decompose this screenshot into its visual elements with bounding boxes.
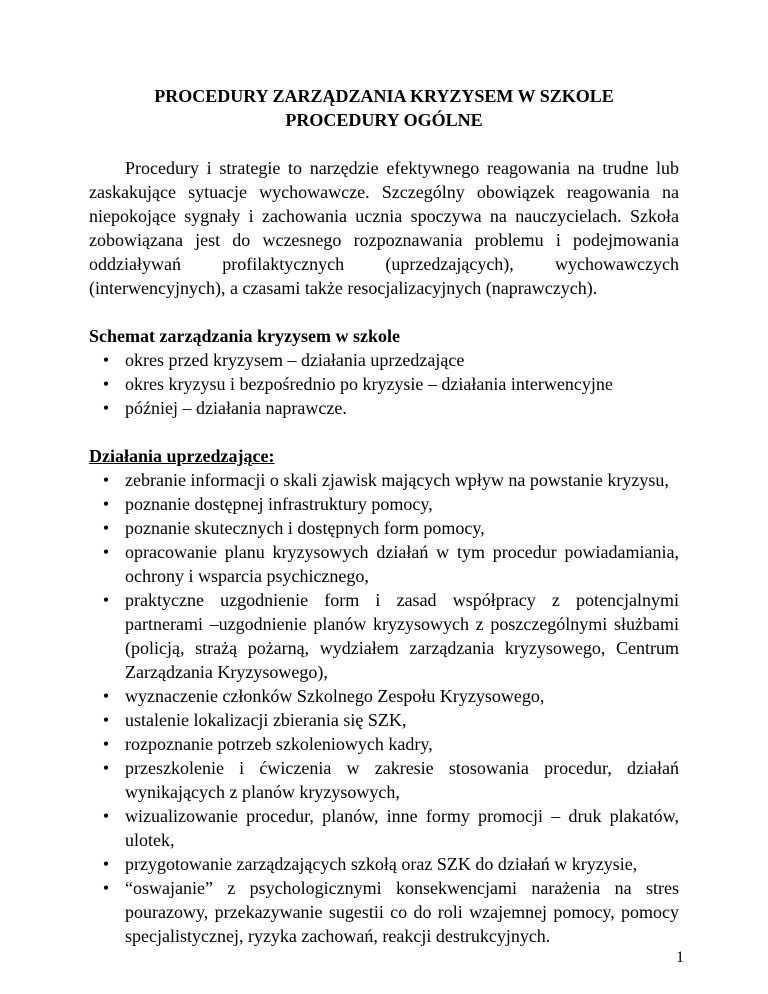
list-item <box>89 348 679 372</box>
bullet-icon: • <box>102 806 110 826</box>
schema-heading: Schemat zarządzania kryzysem w szkole <box>89 326 400 346</box>
list-item <box>89 756 679 804</box>
list-item <box>89 372 679 396</box>
list-item-text: opracowanie planu kryzysowych działań w tym procedur powiadamiania, ochrony i wsparcia psychicznego, <box>125 542 679 586</box>
list-item-text: “oswajanie” z psychologicznymi konsekwencjami narażenia na stres pourazowy, przekazywanie sugestii co do roli wzajemnej pomocy, pomocy specjalistycznej, ryzyka zachowań, reakcji destrukcyjnych. <box>125 878 679 946</box>
preventive-list <box>89 468 679 948</box>
schema-list <box>89 348 679 420</box>
bullet-icon: • <box>102 686 110 706</box>
list-item <box>89 588 679 684</box>
list-item <box>89 396 679 420</box>
list-item-text: okres kryzysu i bezpośrednio po kryzysie – działania interwencyjne <box>125 374 613 394</box>
list-item-text: przygotowanie zarządzających szkołą oraz SZK do działań w kryzysie, <box>125 854 638 874</box>
list-item-text: zebranie informacji o skali zjawisk mających wpływ na powstanie kryzysu, <box>125 470 669 490</box>
bullet-icon: • <box>102 374 110 394</box>
bullet-icon: • <box>102 878 110 898</box>
list-item <box>89 684 679 708</box>
list-item-text: okres przed kryzysem – działania uprzedzające <box>125 350 465 370</box>
list-item <box>89 852 679 876</box>
list-item-text: wizualizowanie procedur, planów, inne formy promocji – druk plakatów, ulotek, <box>125 806 679 850</box>
bullet-icon: • <box>102 494 110 514</box>
list-item-text: ustalenie lokalizacji zbierania się SZK, <box>125 710 407 730</box>
bullet-icon: • <box>102 518 110 538</box>
document-page <box>89 84 679 948</box>
list-item <box>89 804 679 852</box>
list-item <box>89 876 679 948</box>
bullet-icon: • <box>102 854 110 874</box>
bullet-icon: • <box>102 710 110 730</box>
list-item-text: później – działania naprawcze. <box>125 398 347 418</box>
list-item-text: wyznaczenie członków Szkolnego Zespołu Kryzysowego, <box>125 686 545 706</box>
intro-paragraph: Procedury i strategie to narzędzie efektywnego reagowania na trudne lub zaskakujące sytuacje wychowawcze. Szczególny obowiązek reagowania na niepokojące sygnały i zachowania ucznia spoczywa na nauczycielach. Szkoła zobowiązana jest do wczesnego rozpoznawania problemu i podejmowania oddziaływań profilaktycznych (uprzedzających), wychowawczych (interwencyjnych), a czasami także resocjalizacyjnych (naprawczych). <box>89 158 679 298</box>
bullet-icon: • <box>102 350 110 370</box>
list-item-text: przeszkolenie i ćwiczenia w zakresie stosowania procedur, działań wynikających z planów kryzysowych, <box>125 758 679 802</box>
list-item-text: poznanie dostępnej infrastruktury pomocy, <box>125 494 433 514</box>
document-title-line-1: PROCEDURY ZARZĄDZANIA KRYZYSEM W SZKOLE <box>154 86 614 106</box>
list-item <box>89 540 679 588</box>
bullet-icon: • <box>102 398 110 418</box>
bullet-icon: • <box>102 542 110 562</box>
list-item <box>89 708 679 732</box>
preventive-heading: Działania uprzedzające: <box>89 446 275 466</box>
list-item <box>89 516 679 540</box>
bullet-icon: • <box>102 590 110 610</box>
list-item <box>89 492 679 516</box>
list-item <box>89 468 679 492</box>
document-title-line-2: PROCEDURY OGÓLNE <box>285 110 483 130</box>
list-item-text: praktyczne uzgodnienie form i zasad współpracy z potencjalnymi partnerami –uzgodnienie planów kryzysowych z poszczególnymi służbami (policją, strażą pożarną, wydziałem zarządzania kryzysowego, Centrum Zarządzania Kryzysowego), <box>125 590 679 682</box>
list-item-text: poznanie skutecznych i dostępnych form pomocy, <box>125 518 485 538</box>
page-number: 1 <box>676 949 684 966</box>
bullet-icon: • <box>102 758 110 778</box>
bullet-icon: • <box>102 734 110 754</box>
list-item <box>89 732 679 756</box>
list-item-text: rozpoznanie potrzeb szkoleniowych kadry, <box>125 734 433 754</box>
bullet-icon: • <box>102 470 110 490</box>
